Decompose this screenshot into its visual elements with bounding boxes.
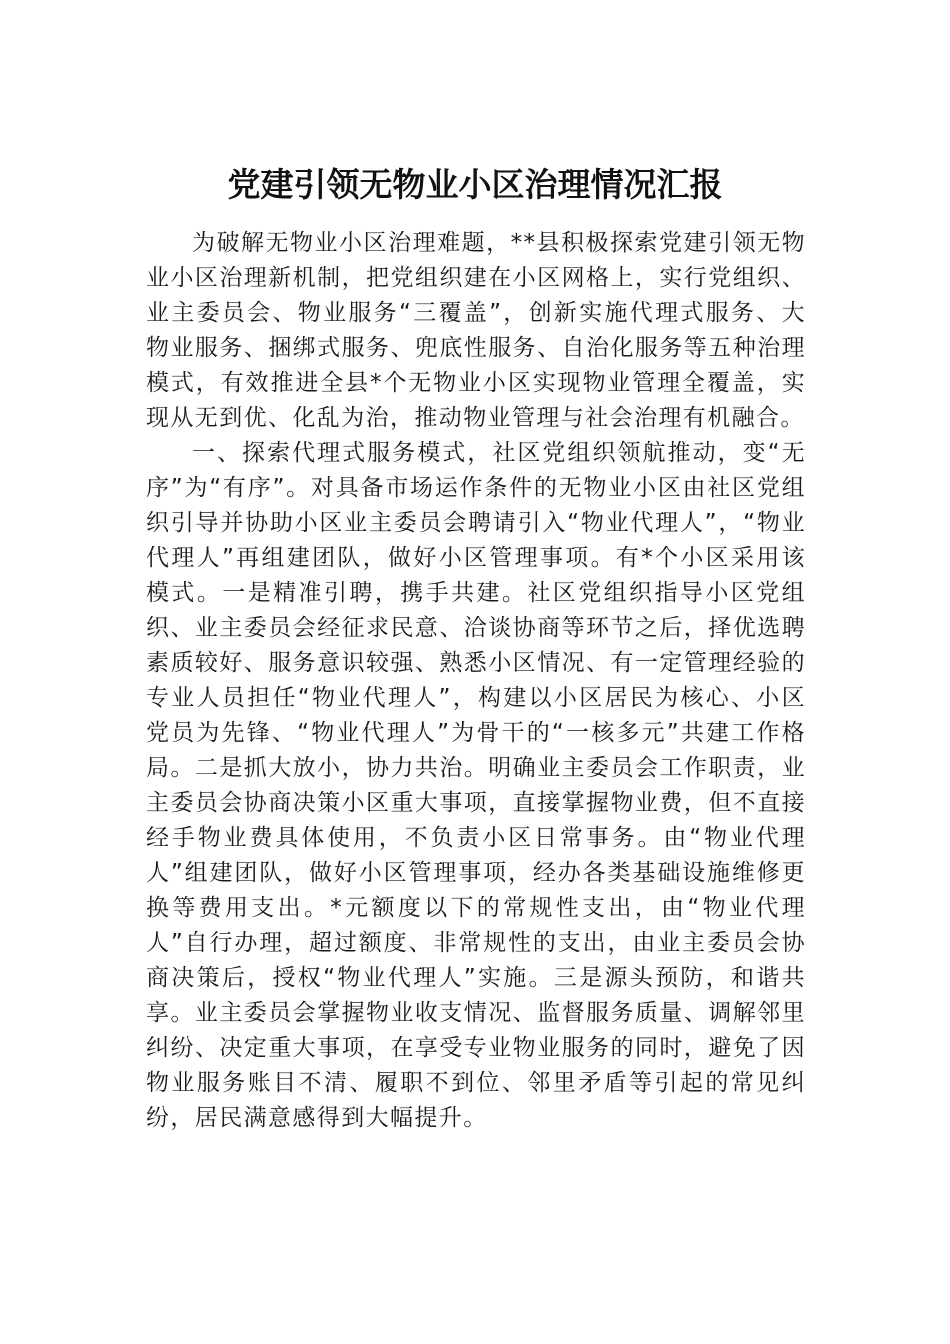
document-body <box>146 226 806 1136</box>
document-title: 党建引领无物业小区治理情况汇报 <box>227 165 723 204</box>
paragraph-intro: 为破解无物业小区治理难题，**县积极探索党建引领无物业小区治理新机制，把党组织建在小区网格上，实行党组织、业主委员会、物业服务“三覆盖”，创新实施代理式服务、大物业服务、捆绑式服务、兜底性服务、自治化服务等五种治理模式，有效推进全县*个无物业小区实现物业管理全覆盖，实现从无到优、化乱为治，推动物业管理与社会治理有机融合。 <box>146 230 806 431</box>
paragraph-section-one: 一、探索代理式服务模式，社区党组织领航推动，变“无序”为“有序”。对具备市场运作条件的无物业小区由社区党组织引导并协助小区业主委员会聘请引入“物业代理人”，“物业代理人”再组建团队，做好小区管理事项。有*个小区采用该模式。一是精准引聘，携手共建。社区党组织指导小区党组织、业主委员会经征求民意、洽谈协商等环节之后，择优选聘素质较好、服务意识较强、熟悉小区情况、有一定管理经验的专业人员担任“物业代理人”，构建以小区居民为核心、小区党员为先锋、“物业代理人”为骨干的“一核多元”共建工作格局。二是抓大放小，协力共治。明确业主委员会工作职责，业主委员会协商决策小区重大事项，直接掌握物业费，但不直接经手物业费具体使用，不负责小区日常事务。由“物业代理人”组建团队，做好小区管理事项，经办各类基础设施维修更换等费用支出。*元额度以下的常规性支出，由“物业代理人”自行办理，超过额度、非常规性的支出，由业主委员会协商决策后，授权“物业代理人”实施。三是源头预防，和谐共享。业主委员会掌握物业收支情况、监督服务质量、调解邻里纠纷、决定重大事项，在享受专业物业服务的同时，避免了因物业服务账目不清、履职不到位、邻里矛盾等引起的常见纠纷，居民满意感得到大幅提升。 <box>146 440 806 1131</box>
